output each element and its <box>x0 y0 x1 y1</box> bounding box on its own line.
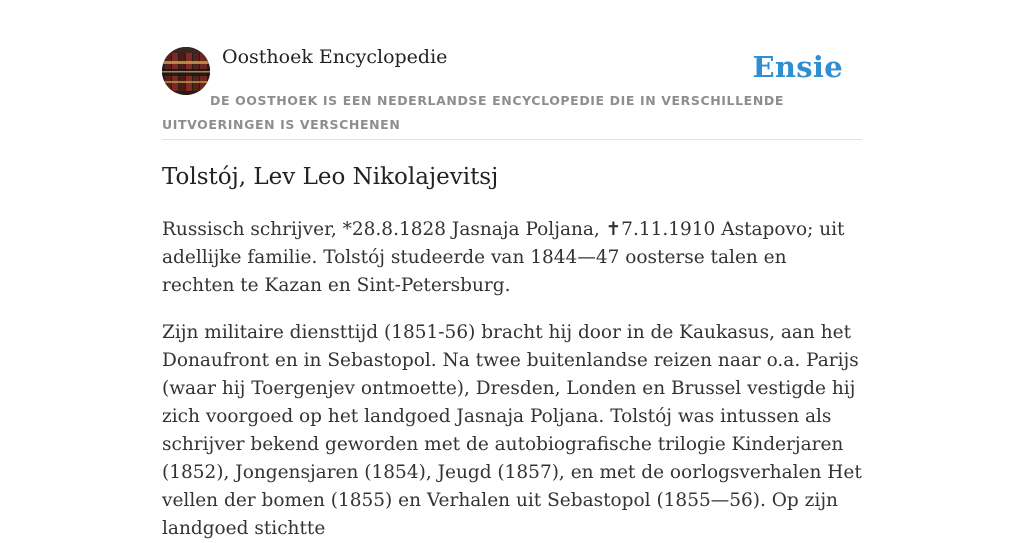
encyclopedia-books-icon[interactable] <box>162 47 210 95</box>
header-divider <box>162 139 862 140</box>
brand-logo[interactable]: Ensie <box>752 50 843 84</box>
article-title: Tolstój, Lev Leo Nikolajevitsj <box>162 164 499 190</box>
source-name[interactable]: Oosthoek Encyclopedie <box>222 46 448 68</box>
article-paragraph: Russisch schrijver, *28.8.1828 Jasnaja Poljana, ✝7.11.1910 Astapovo; uit adellijke familie. Tolstój studeerde van 1844—47 oosterse talen en rechten te Kazan en Sint-Petersburg. <box>162 219 845 296</box>
source-tagline: DE OOSTHOEK IS EEN NEDERLANDSE ENCYCLOPEDIE DIE IN VERSCHILLENDE UITVOERINGEN IS VERSCHENEN <box>162 93 784 132</box>
article-paragraph: Zijn militaire diensttijd (1851-56) bracht hij door in de Kaukasus, aan het Donaufront en in Sebastopol. Na twee buitenlandse reizen naar o.a. Parijs (waar hij Toergenjev ontmoette), Dresden, Londen en Brussel vestigde hij zich voorgoed op het landgoed Jasnaja Poljana. Tolstój was intussen als schrijver bekend geworden met de autobiografische trilogie Kinderjaren (1852), Jongensjaren (1854), Jeugd (1857), en met de oorlogsverhalen Het vellen der bomen (1855) en Verhalen uit Sebastopol (1855—56). Op zijn landgoed stichtte <box>162 322 862 539</box>
